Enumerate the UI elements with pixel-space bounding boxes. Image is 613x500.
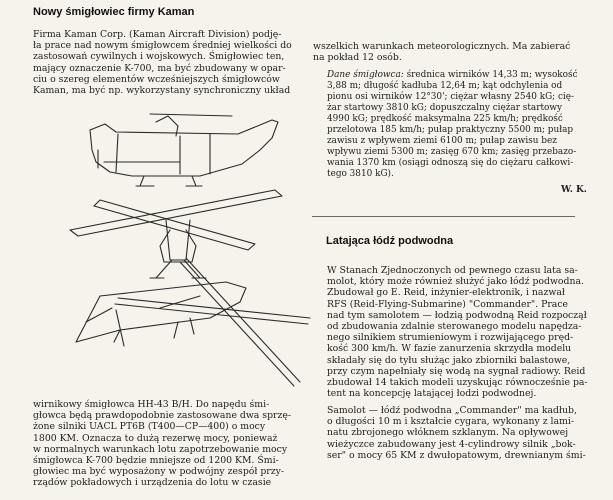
helicopter-perspective-view — [76, 258, 310, 386]
text-line: 4990 kG; prędkość maksymalna 225 km/h; prędkość — [327, 114, 563, 124]
text-line: Zbudował go E. Reid, inżynier-elektronik, i nazwał — [327, 287, 565, 299]
text-line: wirnikowy śmigłowca HH-43 B/H. Do napędu śmi- — [33, 399, 270, 410]
text-line: 1800 KM. Oznacza to dużą rezerwę mocy, ponieważ — [33, 432, 278, 444]
text-line: wieżyczce zabudowany jest 4-cylindrowy silnik „bok- — [327, 438, 576, 450]
right-article-paragraph-1 — [327, 265, 588, 399]
specs-first-line: średnica wirników 14,33 m; wysokość — [403, 70, 578, 80]
text-line: tent na koncepcję latającej łodzi podwodnej. — [327, 388, 537, 400]
left-article-title: Nowy śmigłowiec firmy Kaman — [33, 6, 195, 18]
left-article-intro — [33, 29, 292, 96]
text-line: głowiec ma być wyposażony w podwójny zespół przy- — [33, 466, 285, 478]
helicopter-side-view — [90, 112, 278, 186]
text-line: głowca będą prawdopodobnie zastosowane dwa sprzę- — [33, 410, 292, 422]
right-article-paragraph-2 — [327, 405, 586, 461]
section-divider — [312, 216, 575, 217]
helicopter-front-view — [70, 190, 282, 278]
right-article-title: Latająca łódź podwodna — [326, 235, 454, 247]
text-line: od zbudowania zdalnie sterowanego modelu napędza- — [327, 320, 582, 332]
specs-label: Dane śmigłowca: — [327, 70, 404, 80]
text-line: mający oznaczenie K-700, ma być zbudowany w opar- — [33, 62, 286, 74]
text-line: molot, który może również służyć jako łódź podwodna. — [327, 276, 584, 288]
signature: W. K. — [561, 185, 587, 195]
text-line: na pokład 12 osób. — [313, 52, 402, 64]
text-line: zastosowań cywilnych i wojskowych. Śmigłowiec ten, — [33, 51, 285, 63]
text-line: wpływu ziemi 5300 m; zasięg 670 km; zasięg przebazo- — [327, 147, 577, 157]
text-line: 3,88 m; długość kadłuba 12,64 m; kąt odchylenia od — [327, 81, 563, 91]
text-line: o długości 10 m i kształcie cygara, wykonany z lami- — [327, 416, 574, 428]
helicopter-specs — [327, 70, 578, 180]
text-line: żone silniki UACL PT6B (T400—CP—400) o mocy — [33, 421, 266, 433]
text-line: Samolot — łódź podwodna „Commander" ma kadłub, — [327, 405, 577, 416]
text-line: natu zbrojonego włóknem szklanym. Na opływowej — [327, 427, 569, 439]
text-line: kość 300 km/h. W fazie zanurzenia skrzydła modelu — [327, 343, 572, 355]
text-line: wania 1370 km (osiągi odnoszą się do ciężaru całkowi- — [327, 158, 574, 168]
text-line: w normalnych warunkach lotu zapotrzebowanie mocy — [33, 443, 288, 455]
text-line: przelotowa 185 km/h; pułap praktyczny 5500 m; pułap — [327, 125, 574, 135]
left-article-continuation — [33, 399, 291, 489]
right-continuation — [313, 41, 570, 63]
text-line: nad tym samolotem — łodzią podwodną Reid rozpoczął — [327, 309, 587, 321]
text-line: śmigłowca K-700 będzie mniejsze od 1200 KM. Śmi- — [33, 454, 279, 466]
text-line — [327, 70, 578, 81]
text-line: pionu osi wirników 12°30'; ciężar własny 2540 kG; cię- — [327, 92, 575, 102]
text-line: ser" o mocy 65 KM z dwułopatowym, drewnianym śmi- — [327, 449, 586, 461]
helicopter-k700-illustration — [60, 112, 315, 394]
text-line: żar startowy 3810 kG; dopuszczalny ciężar startowy — [327, 103, 562, 113]
text-line: ła prace nad nowym śmigłowcem średniej wielkości do — [33, 40, 292, 52]
text-line: ciu o szereg elementów wcześniejszych śmigłowców — [33, 73, 280, 85]
text-line: zbudował 14 takich modeli uzyskując równocześnie pa- — [327, 376, 588, 388]
text-line: przy czym napełniały się wodą na sygnał radiowy. Reid — [327, 365, 586, 377]
text-line: Kaman, ma być np. wykorzystany synchroniczny układ — [33, 84, 291, 96]
text-line: wszelkich warunkach meteorologicznych. Ma zabierać — [313, 41, 571, 52]
text-line: rządów pokładowych i urządzenia do lotu w czasie — [33, 477, 272, 489]
text-line: nego silnikiem strumieniowym i rozwijającego pręd- — [327, 332, 574, 344]
text-line: tego 3810 kG). — [327, 169, 394, 179]
text-line: Firma Kaman Corp. (Kaman Aircraft Division) podję- — [33, 29, 282, 40]
text-line: składały się do tyłu służąc jako zbiorniki balastowe, — [327, 354, 571, 366]
text-line: W Stanach Zjednoczonych od pewnego czasu lata sa- — [327, 265, 578, 276]
text-line: RFS (Reid-Flying-Submarine) "Commander". Prace — [327, 298, 569, 310]
text-line: zawisu z wpływem ziemi 6100 m; pułap zawisu bez — [327, 136, 557, 146]
